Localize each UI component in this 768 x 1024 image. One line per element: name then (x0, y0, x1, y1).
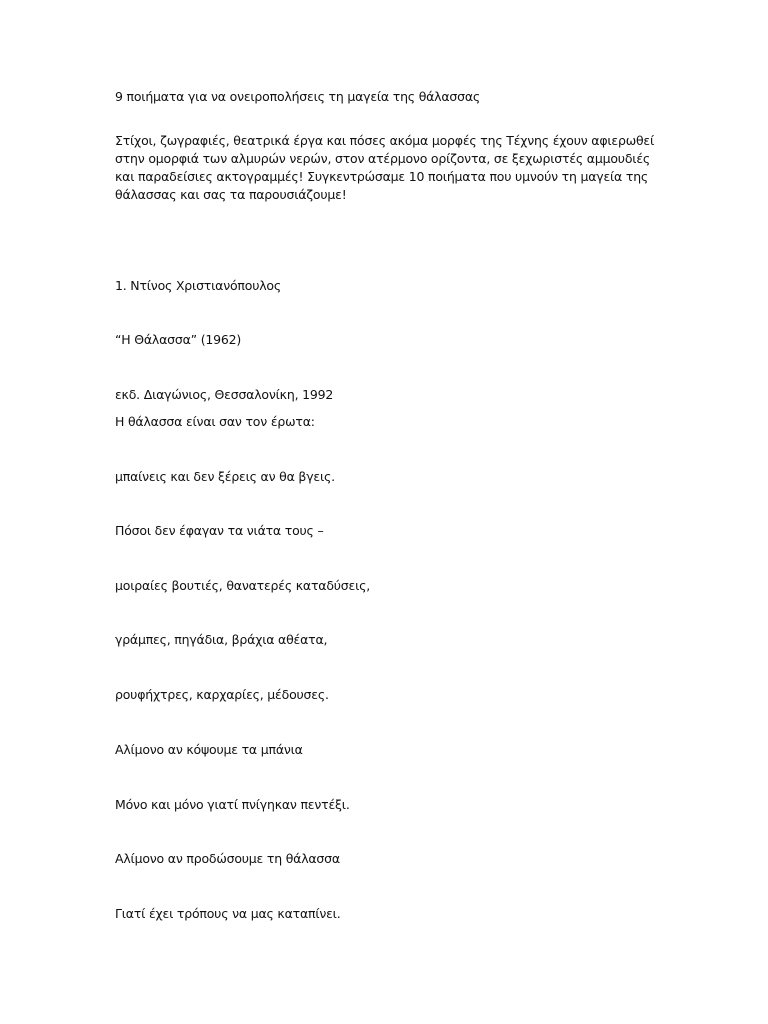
document-title: 9 ποιήματα για να ονειροπολήσεις τη μαγεία της θάλασσας (115, 89, 481, 104)
poem-line: γράμπες, πηγάδια, βράχια αθέατα, (115, 632, 328, 647)
poem-line: Αλίμονο αν προδώσουμε τη θάλασσα (115, 851, 340, 866)
poem-author-heading: 1. Ντίνος Χριστιανόπουλος (115, 278, 282, 293)
poem-line: μπαίνεις και δεν ξέρεις αν θα βγεις. (115, 469, 335, 484)
poem-line: Αλίμονο αν κόψουμε τα μπάνια (115, 742, 303, 757)
poem-line: ρουφήχτρες, καρχαρίες, μέδουσες. (115, 687, 329, 702)
poem-title: “Η Θάλασσα” (1962) (115, 332, 242, 347)
poem-line: Μόνο και μόνο γιατί πνίγηκαν πεντέξι. (115, 797, 350, 812)
intro-paragraph: Στίχοι, ζωγραφιές, θεατρικά έργα και πόσες ακόμα μορφές της Τέχνης έχουν αφιερωθεί στην ομορφιά των αλμυρών νερών, στον ατέρμονο ορίζοντα, σε ξεχωριστές αμμουδιές και παραδείσιες ακτογραμμές! Συγκεντρώσαμε 10 ποιήματα που υμνούν τη μαγεία της θάλασσας και σας τα παρουσιάζουμε! (115, 133, 655, 202)
poem-line: Πόσοι δεν έφαγαν τα νιάτα τους – (115, 523, 324, 538)
poem-line: Γιατί έχει τρόπους να μας καταπίνει. (115, 906, 341, 921)
poem-line: μοιραίες βουτιές, θανατερές καταδύσεις, (115, 578, 371, 593)
poem-line: Η θάλασσα είναι σαν τον έρωτα: (115, 414, 315, 429)
publication-info: εκδ. Διαγώνιος, Θεσσαλονίκη, 1992 (115, 387, 334, 402)
